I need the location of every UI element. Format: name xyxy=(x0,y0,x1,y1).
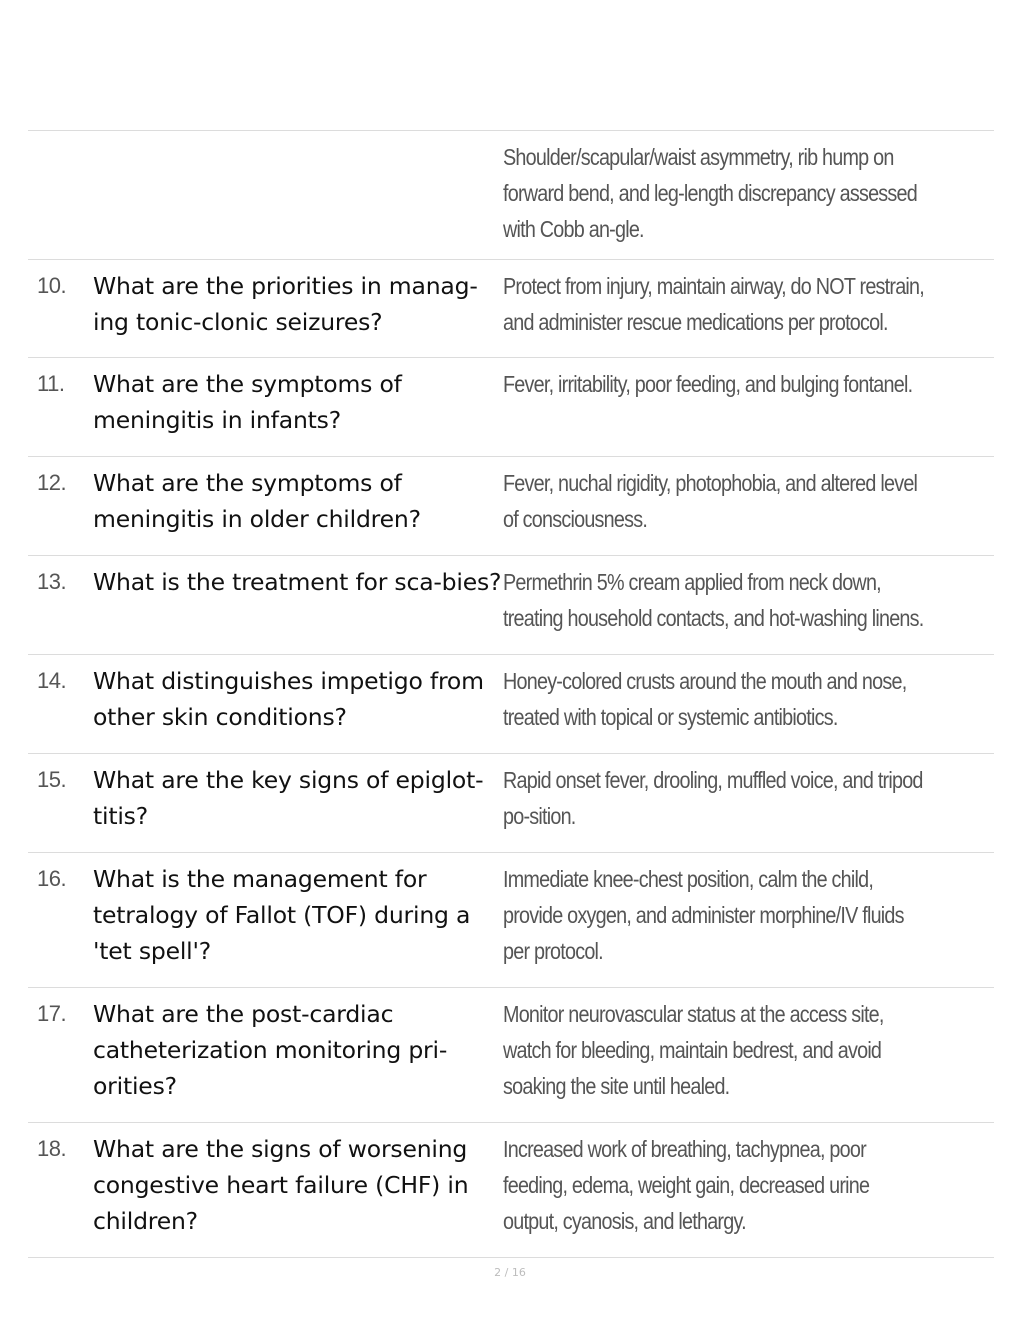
row-number: 12. xyxy=(37,470,67,495)
table-row xyxy=(28,260,994,358)
question-text: What are the symptoms of meningitis in older children? xyxy=(93,469,421,533)
row-number: 11. xyxy=(37,371,65,396)
question-text xyxy=(93,139,503,259)
answer-text: Shoulder/scapular/waist asymmetry, rib hump on forward bend, and leg-length discrepancy assessed with Cobb an-gle. xyxy=(503,144,917,242)
table-row xyxy=(28,556,994,655)
table-row xyxy=(28,853,994,988)
answer-text: Increased work of breathing, tachypnea, poor feeding, edema, weight gain, decreased urine output, cyanosis, and lethargy. xyxy=(503,1136,870,1234)
question-text: What are the priorities in manag-ing tonic-clonic seizures? xyxy=(93,272,478,336)
row-number: 10. xyxy=(37,273,67,298)
question-text: What are the signs of worsening congestive heart failure (CHF) in children? xyxy=(93,1135,469,1235)
answer-text: Fever, irritability, poor feeding, and bulging fontanel. xyxy=(503,371,913,397)
answer-text: Monitor neurovascular status at the access site, watch for bleeding, maintain bedrest, and avoid soaking the site until healed. xyxy=(503,1001,884,1099)
table-row xyxy=(28,754,994,853)
table-row xyxy=(28,988,994,1123)
question-text: What are the key signs of epiglot-titis? xyxy=(93,766,484,830)
question-text: What are the symptoms of meningitis in infants? xyxy=(93,370,402,434)
table-row xyxy=(28,655,994,754)
row-number: 13. xyxy=(37,569,67,594)
page-indicator: 2 / 16 xyxy=(494,1266,526,1279)
row-number xyxy=(28,139,93,259)
qa-table xyxy=(28,130,994,1258)
row-number: 14. xyxy=(37,668,67,693)
question-text: What distinguishes impetigo from other skin conditions? xyxy=(93,667,484,731)
question-text: What is the management for tetralogy of Fallot (TOF) during a 'tet spell'? xyxy=(93,865,471,965)
row-number: 18. xyxy=(37,1136,67,1161)
answer-text: Honey-colored crusts around the mouth and nose, treated with topical or systemic antibiotics. xyxy=(503,668,907,730)
answer-text: Protect from injury, maintain airway, do NOT restrain, and administer rescue medications per protocol. xyxy=(503,273,924,335)
row-number: 17. xyxy=(37,1001,67,1026)
answer-text: Immediate knee-chest position, calm the child, provide oxygen, and administer morphine/IV fluids per protocol. xyxy=(503,866,904,964)
row-number: 15. xyxy=(37,767,67,792)
table-row xyxy=(28,457,994,556)
question-text: What are the post-cardiac catheterization monitoring pri-orities? xyxy=(93,1000,448,1100)
table-row xyxy=(28,131,994,260)
table-row xyxy=(28,1123,994,1258)
row-number: 16. xyxy=(37,866,67,891)
answer-text: Fever, nuchal rigidity, photophobia, and altered level of consciousness. xyxy=(503,470,918,532)
answer-text: Rapid onset fever, drooling, muffled voice, and tripod po-sition. xyxy=(503,767,923,829)
table-row xyxy=(28,358,994,457)
question-text: What is the treatment for sca-bies? xyxy=(93,568,502,596)
answer-text: Permethrin 5% cream applied from neck down, treating household contacts, and hot-washing linens. xyxy=(503,569,924,631)
